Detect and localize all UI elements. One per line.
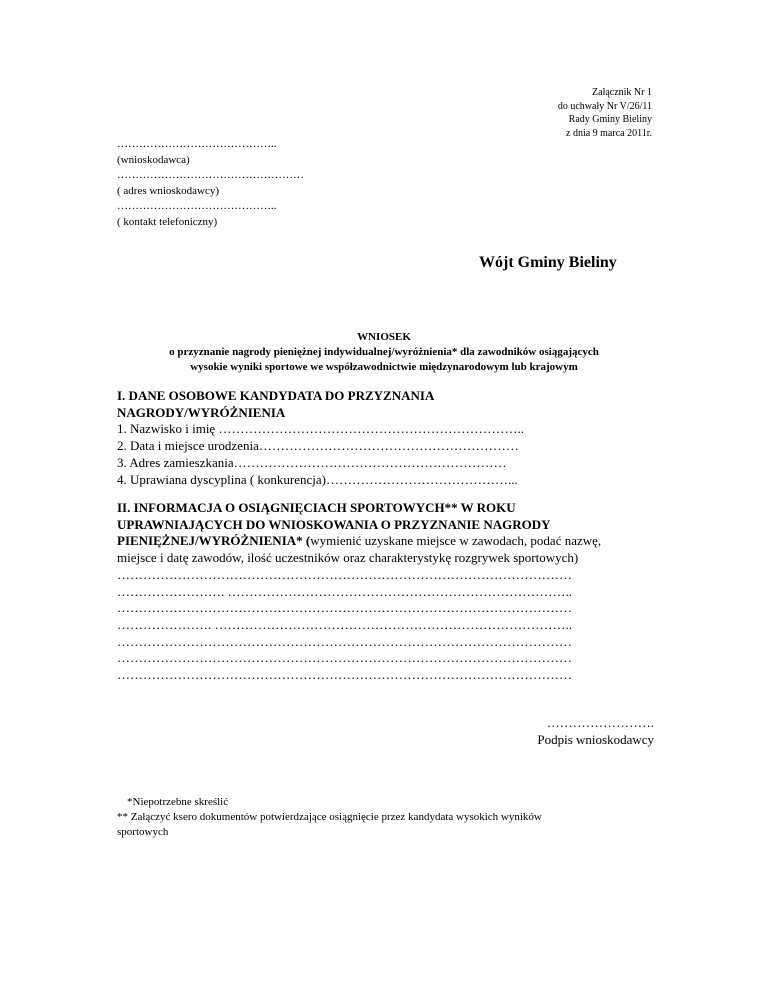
footnote-2-line-2: sportowych bbox=[117, 826, 169, 838]
applicant-name-label: (wnioskodawca) bbox=[117, 153, 190, 166]
field-address[interactable]: 3. Adres zamieszkania……………………………………………………… bbox=[117, 454, 507, 470]
field-name[interactable]: 1. Nazwisko i imię …………………………………………………………….. bbox=[117, 421, 524, 437]
applicant-block bbox=[117, 137, 304, 231]
signature-label: Podpis wnioskodawcy bbox=[537, 732, 654, 747]
annex-number: Załącznik Nr 1 bbox=[592, 87, 652, 98]
section-achievements bbox=[117, 500, 601, 684]
applicant-address-field[interactable]: …………………………………………… bbox=[117, 169, 304, 182]
achievement-line[interactable]: …………………………………………………………………………………………… bbox=[117, 667, 572, 683]
section2-instructions: wymienić uzyskane miejsce w zawodach, podać nazwę, bbox=[310, 533, 602, 549]
applicant-contact-label: ( kontakt telefoniczny) bbox=[117, 215, 218, 228]
section2-heading-line-1: II. INFORMACJA O OSIĄGNIĘCIACH SPORTOWYCH** W ROKU bbox=[117, 500, 516, 515]
signature-field[interactable]: ……………………. bbox=[546, 715, 654, 730]
title-line-2: wysokie wyniki sportowe we współzawodnictwie międzynarodowym lub krajowym bbox=[190, 361, 578, 373]
achievement-line[interactable]: …………………………………………………………………………………………… bbox=[117, 600, 572, 616]
section-personal-data bbox=[117, 388, 524, 488]
achievement-line[interactable]: …………………. ……………………………………………………………………….. bbox=[117, 616, 572, 632]
signature-block bbox=[537, 714, 654, 748]
annex-reference bbox=[558, 86, 652, 140]
section1-heading-line-2: NAGRODY/WYRÓŻNIENIA bbox=[117, 404, 286, 420]
field-birth[interactable]: 2. Data i miejsce urodzenia…………………………………………………… bbox=[117, 438, 519, 454]
footnote-2-line-1: ** Załączyć ksero dokumentów potwierdzające osiągnięcie przez kandydata wysokich wyników bbox=[117, 811, 542, 823]
document-title bbox=[0, 330, 768, 375]
section2-heading-bold: PIENIĘŻNEJ/WYRÓŻNIENIA* ( bbox=[117, 533, 311, 549]
applicant-name-field[interactable]: …………………………………….. bbox=[117, 138, 277, 150]
section1-heading-line-1: I. DANE OSOBOWE KANDYDATA DO PRZYZNANIA bbox=[117, 388, 435, 403]
section2-heading-line-4: miejsce i datę zawodów, ilość uczestników oraz charakterystykę rozgrywek sportowych) bbox=[117, 550, 579, 566]
footnote-1: *Niepotrzebne skreślić bbox=[127, 796, 229, 808]
section2-heading-line-3 bbox=[117, 533, 601, 550]
title-line-1: o przyznanie nagrody pieniężnej indywidualnej/wyróżnienia* dla zawodników osiągających bbox=[169, 346, 599, 358]
annex-resolution: do uchwały Nr V/26/11 bbox=[557, 100, 652, 112]
applicant-contact-field[interactable]: …………………………………….. bbox=[117, 200, 277, 213]
title-heading: WNIOSEK bbox=[357, 331, 411, 343]
achievement-line[interactable]: …………………………………………………………………………………………… bbox=[117, 650, 572, 666]
footnotes bbox=[117, 795, 542, 840]
achievement-line[interactable]: …………………………………………………………………………………………… bbox=[117, 633, 572, 649]
achievement-line[interactable]: …………………………………………………………………………………………… bbox=[117, 566, 572, 582]
annex-council: Rady Gminy Bieliny bbox=[568, 114, 652, 125]
addressee: Wójt Gminy Bieliny bbox=[479, 254, 617, 271]
annex-date: z dnia 9 marca 2011r. bbox=[566, 127, 652, 139]
applicant-address-label: ( adres wnioskodawcy) bbox=[117, 184, 220, 197]
section2-heading-line-2: UPRAWNIAJĄCYCH DO WNIOSKOWANIA O PRZYZNANIE NAGRODY bbox=[117, 516, 551, 532]
achievement-line[interactable]: ……………………. …………………………………………………………………….. bbox=[117, 583, 572, 599]
field-discipline[interactable]: 4. Uprawiana dyscyplina ( konkurencja)……………………………………... bbox=[117, 471, 518, 487]
